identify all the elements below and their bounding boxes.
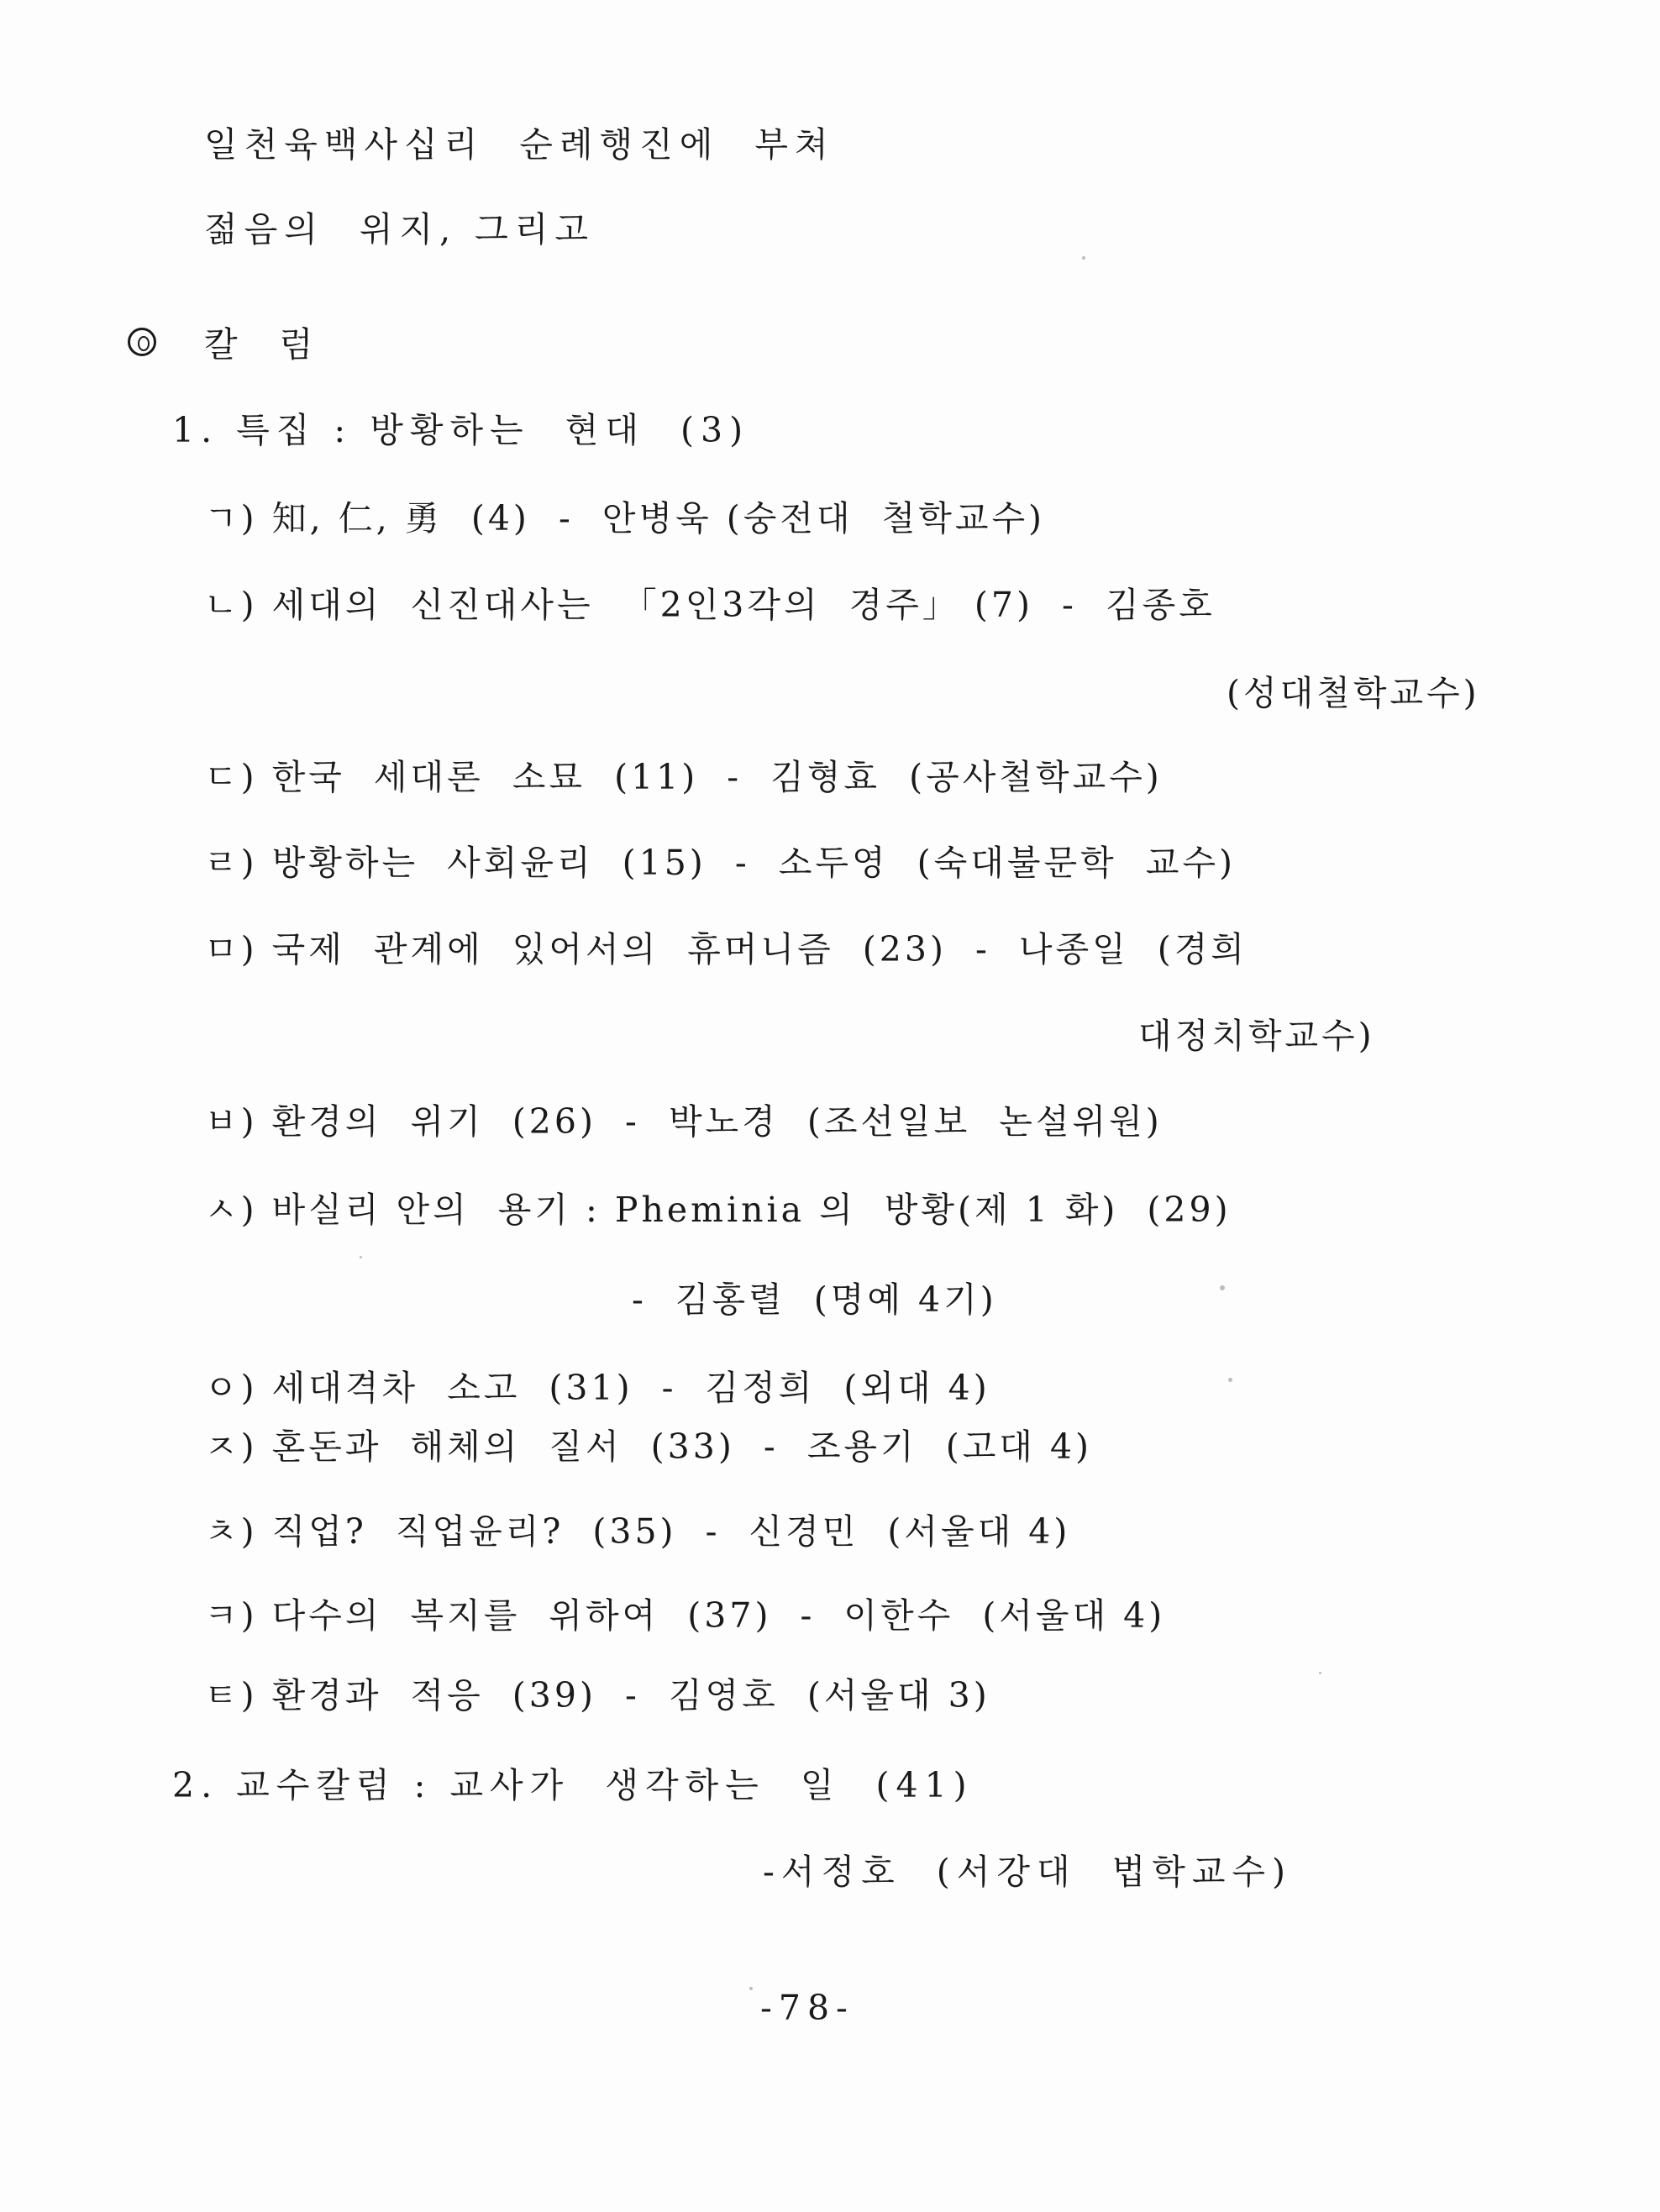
entry-ㅋ: ㅋ) 다수의 복지를 위하여 (37) - 이한수 (서울대 4): [204, 1595, 1166, 1636]
scan-speck: [1082, 256, 1085, 260]
entry-ㅅ-author: - 김홍렬 (명예 4기): [632, 1279, 997, 1320]
entry-ㅇ: ㅇ) 세대격차 소고 (31) - 김정희 (외대 4): [204, 1368, 990, 1408]
scan-speck: [1319, 1672, 1321, 1674]
intro-line-2: 젊음의 위지, 그리고: [204, 209, 595, 250]
scan-speck: [749, 1987, 753, 1990]
page-number: -78-: [760, 1988, 854, 2028]
entry-ㅅ: ㅅ) 바실리 안의 용기 : Pheminia 의 방황(제 1 화) (29): [204, 1190, 1232, 1230]
scan-speck: [1220, 1285, 1225, 1290]
entry-ㄱ: ㄱ) 知, 仁, 勇 (4) - 안병욱 (숭전대 철학교수): [204, 498, 1046, 539]
section-title: 칼 럼: [204, 324, 320, 365]
entry-ㄴ: ㄴ) 세대의 신진대사는 「2인3각의 경주」 (7) - 김종호: [204, 585, 1216, 625]
entry-ㅁ: ㅁ) 국제 관계에 있어서의 휴머니즘 (23) - 나종일 (경희: [204, 929, 1248, 969]
circled-numeral-icon: [128, 328, 156, 356]
entry-ㄴ-affiliation: (성대철학교수): [1227, 673, 1480, 713]
entry-ㅂ: ㅂ) 환경의 위기 (26) - 박노경 (조선일보 논설위원): [204, 1101, 1163, 1142]
professor-column-heading: 2. 교수칼럼 : 교사가 생각하는 일 (41): [172, 1765, 974, 1805]
entry-ㄹ: ㄹ) 방황하는 사회윤리 (15) - 소두영 (숙대불문학 교수): [204, 843, 1236, 883]
scan-speck: [1228, 1378, 1232, 1382]
entry-ㅈ: ㅈ) 혼돈과 해체의 질서 (33) - 조용기 (고대 4): [204, 1427, 1093, 1467]
entry-ㅊ: ㅊ) 직업? 직업윤리? (35) - 신경민 (서울대 4): [204, 1511, 1071, 1552]
scan-speck: [360, 1256, 362, 1258]
entry-ㅌ: ㅌ) 환경과 적응 (39) - 김영호 (서울대 3): [204, 1675, 990, 1715]
column-feature-heading: 1. 특집 : 방황하는 현대 (3): [172, 410, 750, 450]
entry-ㅁ-affiliation: 대정치학교수): [1138, 1016, 1375, 1056]
intro-line-1: 일천육백사십리 순례행진에 부쳐: [204, 124, 835, 165]
entry-ㄷ: ㄷ) 한국 세대론 소묘 (11) - 김형효 (공사철학교수): [204, 757, 1163, 797]
professor-column-author: -서정호 (서강대 법학교수): [763, 1852, 1293, 1892]
